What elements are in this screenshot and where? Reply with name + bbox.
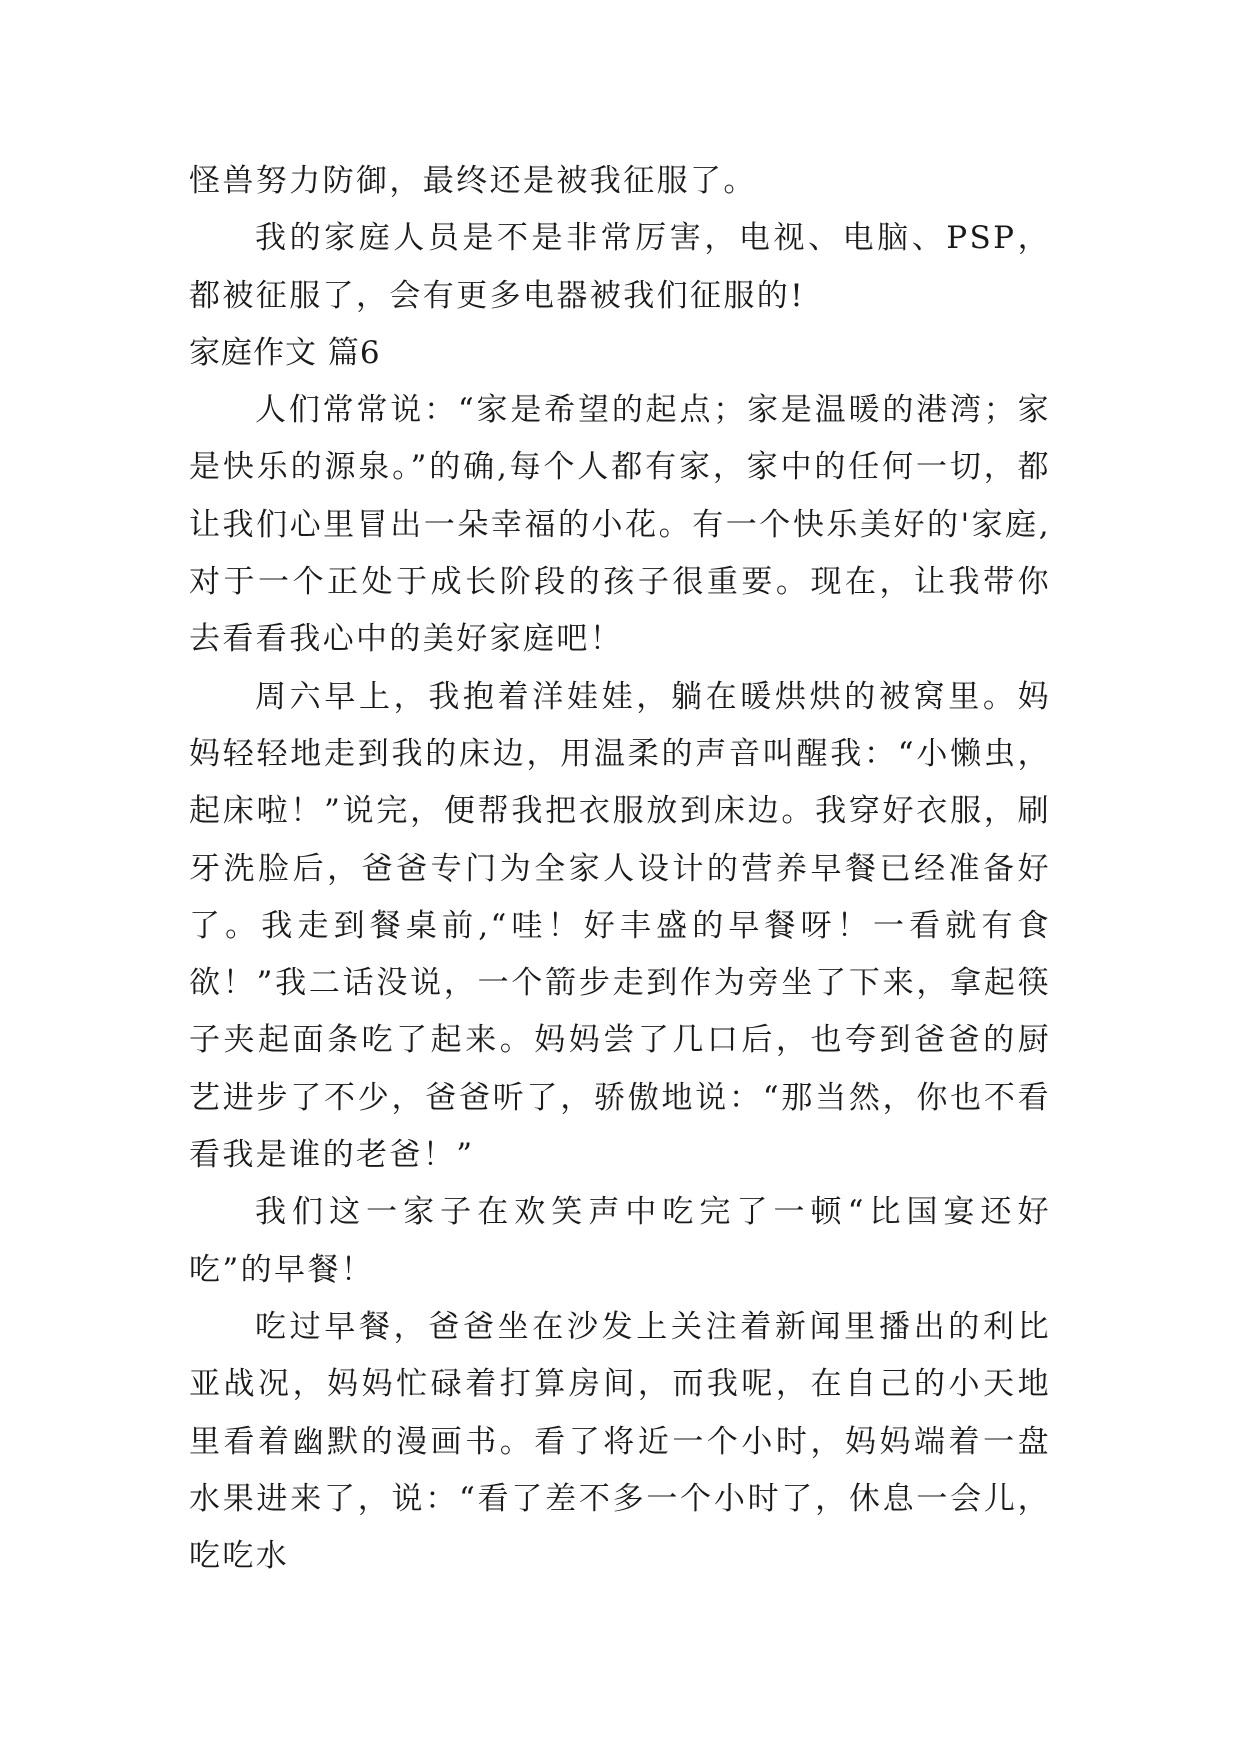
section-heading: 家庭作文 篇6 [189, 334, 381, 371]
paragraph-continuation: 怪兽努力防御，最终还是被我征服了。 [189, 163, 757, 199]
paragraph-breakfast-laughter: 我们这一家子在欢笑声中吃完了一顿“比国宴还好吃”的早餐！ [189, 1194, 1051, 1288]
paragraph-saturday-morning: 周六早上，我抱着洋娃娃，躺在暖烘烘的被窝里。妈妈轻轻地走到我的床边，用温柔的声音叫醒我：“小懒虫，起床啦！”说完，便帮我把衣服放到床边。我穿好衣服，刷牙洗脸后，爸爸专门为全家人设计的营养早餐已经准备好了。我走到餐桌前,“哇！好丰盛的早餐呀！一看就有食欲！”我二话没说，一个箭步走到作为旁坐了下来，拿起筷子夹起面条吃了起来。妈妈尝了几口后，也夸到爸爸的厨艺进步了不少，爸爸听了，骄傲地说：“那当然，你也不看看我是谁的老爸！” [189, 678, 1051, 1174]
paragraph-family-conquers-appliances: 我的家庭人员是不是非常厉害，电视、电脑、PSP，都被征服了，会有更多电器被我们征服的! [189, 220, 1051, 314]
paragraph-after-breakfast: 吃过早餐，爸爸坐在沙发上关注着新闻里播出的利比亚战况，妈妈忙碌着打算房间，而我呢，在自己的小天地里看着幽默的漫画书。看了将近一个小时，妈妈端着一盘水果进来了，说：“看了差不多一个小时了，休息一会儿，吃吃水 [189, 1308, 1051, 1575]
paragraph-home-intro: 人们常常说：“家是希望的起点；家是温暖的港湾；家是快乐的源泉。”的确,每个人都有家，家中的任何一切，都让我们心里冒出一朵幸福的小花。有一个快乐美好的'家庭,对于一个正处于成长阶段的孩子很重要。现在，让我带你去看看我心中的美好家庭吧！ [189, 392, 1051, 658]
document-body [189, 153, 1051, 1585]
